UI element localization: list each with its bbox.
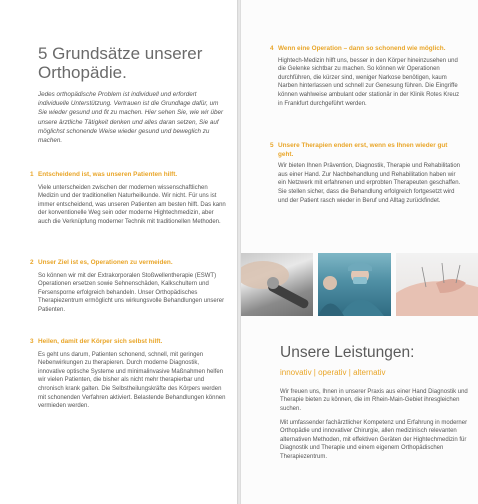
principle-body: Hightech-Medizin hilft uns, besser in den Körper hineinzusehen und die Gelenke sichtbar zu machen. So können wir Operationen durchführen, die kürzer sind, weniger Narkose benötigen, kaum Narben hinterlassen und schnell zur Genesung führen. Die Eingriffe können wahlweise ambulant oder stationär in der Klinik Rotes Kreuz in Frankfurt durchgeführt werden. [278,57,460,107]
principle-number: 4 [270,45,274,52]
principle-body: Viele unterscheiden zwischen der modernen wissenschaftlichen Medizin und der traditionellen Naturheilkunde. Wir nicht. Für uns ist immer entscheidend, was unseren Patienten am besten hilft. Das kann der konventionelle Weg sein oder moderne Hightechmedizin, aber auch die Verknüpfung moderner Technik mit traditionellen Methoden. [38,184,226,225]
principle-heading: Unsere Therapien enden erst, wenn es Ihnen wieder gut geht. [278,142,448,158]
shockwave-therapy-photo [241,253,313,316]
principle-body: Wir bieten Ihnen Prävention, Diagnostik, Therapie und Rehabilitation aus einer Hand. Zur Nachbehandlung und Rehabilitation haben wir ein Netzwerk mit erfahrenen und erprobten Therapeuten geschaffen. Sie stellen sicher, dass die Behandlung erfolgreich fortgesetzt wird und der Patient rasch wieder in Beruf und Alltag zurückfindet. [278,163,461,204]
principle-4 [270,45,464,108]
principle-heading: Entscheidend ist, was unseren Patienten hilft. [38,171,178,178]
principle-number: 5 [270,142,274,149]
services-paragraph: Mit umfassender fachärztlicher Kompetenz und Erfahrung in moderner Orthopädie und innovativer Chirurgie, allen medizinisch relevanten alternativen Methoden, mit effektiven Geräten der Hightechmedizin für Diagnostik und Therapie und einem eigenem Orthopädischen Therapiezentrum. [280,420,468,460]
principle-number: 1 [30,171,34,178]
services-subheading: innovativ | operativ | alternativ [280,368,386,377]
intro-text: Jedes orthopädische Problem ist individuell und erfordert individuelle Unterstützung. Vertrauen ist die Grundlage dafür, um Sie wieder gesund und fit zu machen. Hier sehen Sie, wie wir über unsere ärztliche Tätigkeit denken und alles daran setzen, Sie auf möglichst schonende Weise wieder gesund und beweglich zu machen. [38,91,224,145]
principle-number: 3 [30,338,34,345]
principle-heading: Unser Ziel ist es, Operationen zu vermeiden. [38,259,173,266]
left-page [0,0,237,504]
services-heading: Unsere Leistungen: [280,344,415,361]
principle-body: So können wir mit der Extrakorporalen Stoßwellentherapie (ESWT) Operationen ersetzen sowie Sehnenschäden, Kalkschultern und Fersensporne erfolgreich behandeln. Unser Orthopädisches Therapiezentrum ermöglicht uns wirkungsvolle Behandlungen unserer Patienten. [38,272,225,313]
principle-2 [30,259,226,315]
page-title: 5 Grundsätze unserer Orthopädie. [38,44,203,82]
services-paragraph: Wir freuen uns, Ihnen in unserer Praxis aus einer Hand Diagnostik und Therapie bieten zu können, die im Rhein-Main-Gebiet ihresgleichen suchen. [280,389,468,412]
photo-strip [241,253,478,316]
acupuncture-photo [396,253,478,316]
right-page [241,0,478,504]
principle-heading: Heilen, damit der Körper sich selbst hilft. [38,338,163,345]
principle-3 [30,338,226,411]
surgeons-photo [318,253,391,316]
principle-heading: Wenn eine Operation – dann so schonend wie möglich. [278,45,446,52]
principle-body: Es geht uns darum, Patienten schonend, schnell, mit geringen Nebenwirkungen zu therapieren. Durch moderne Diagnostik, innovative optische Systeme und minimalinvasive Maßnahmen helfen wir vielen Patienten, die bisher als nicht mehr therapierbar und chronisch krank galten. Die Selbstheilungskräfte des Körpers werden mit schonenden Verfahren aktiviert. Belastende Behandlungen können vermieden werden. [38,351,226,410]
principle-number: 2 [30,259,34,266]
principle-1 [30,171,226,227]
principle-5 [270,142,464,205]
